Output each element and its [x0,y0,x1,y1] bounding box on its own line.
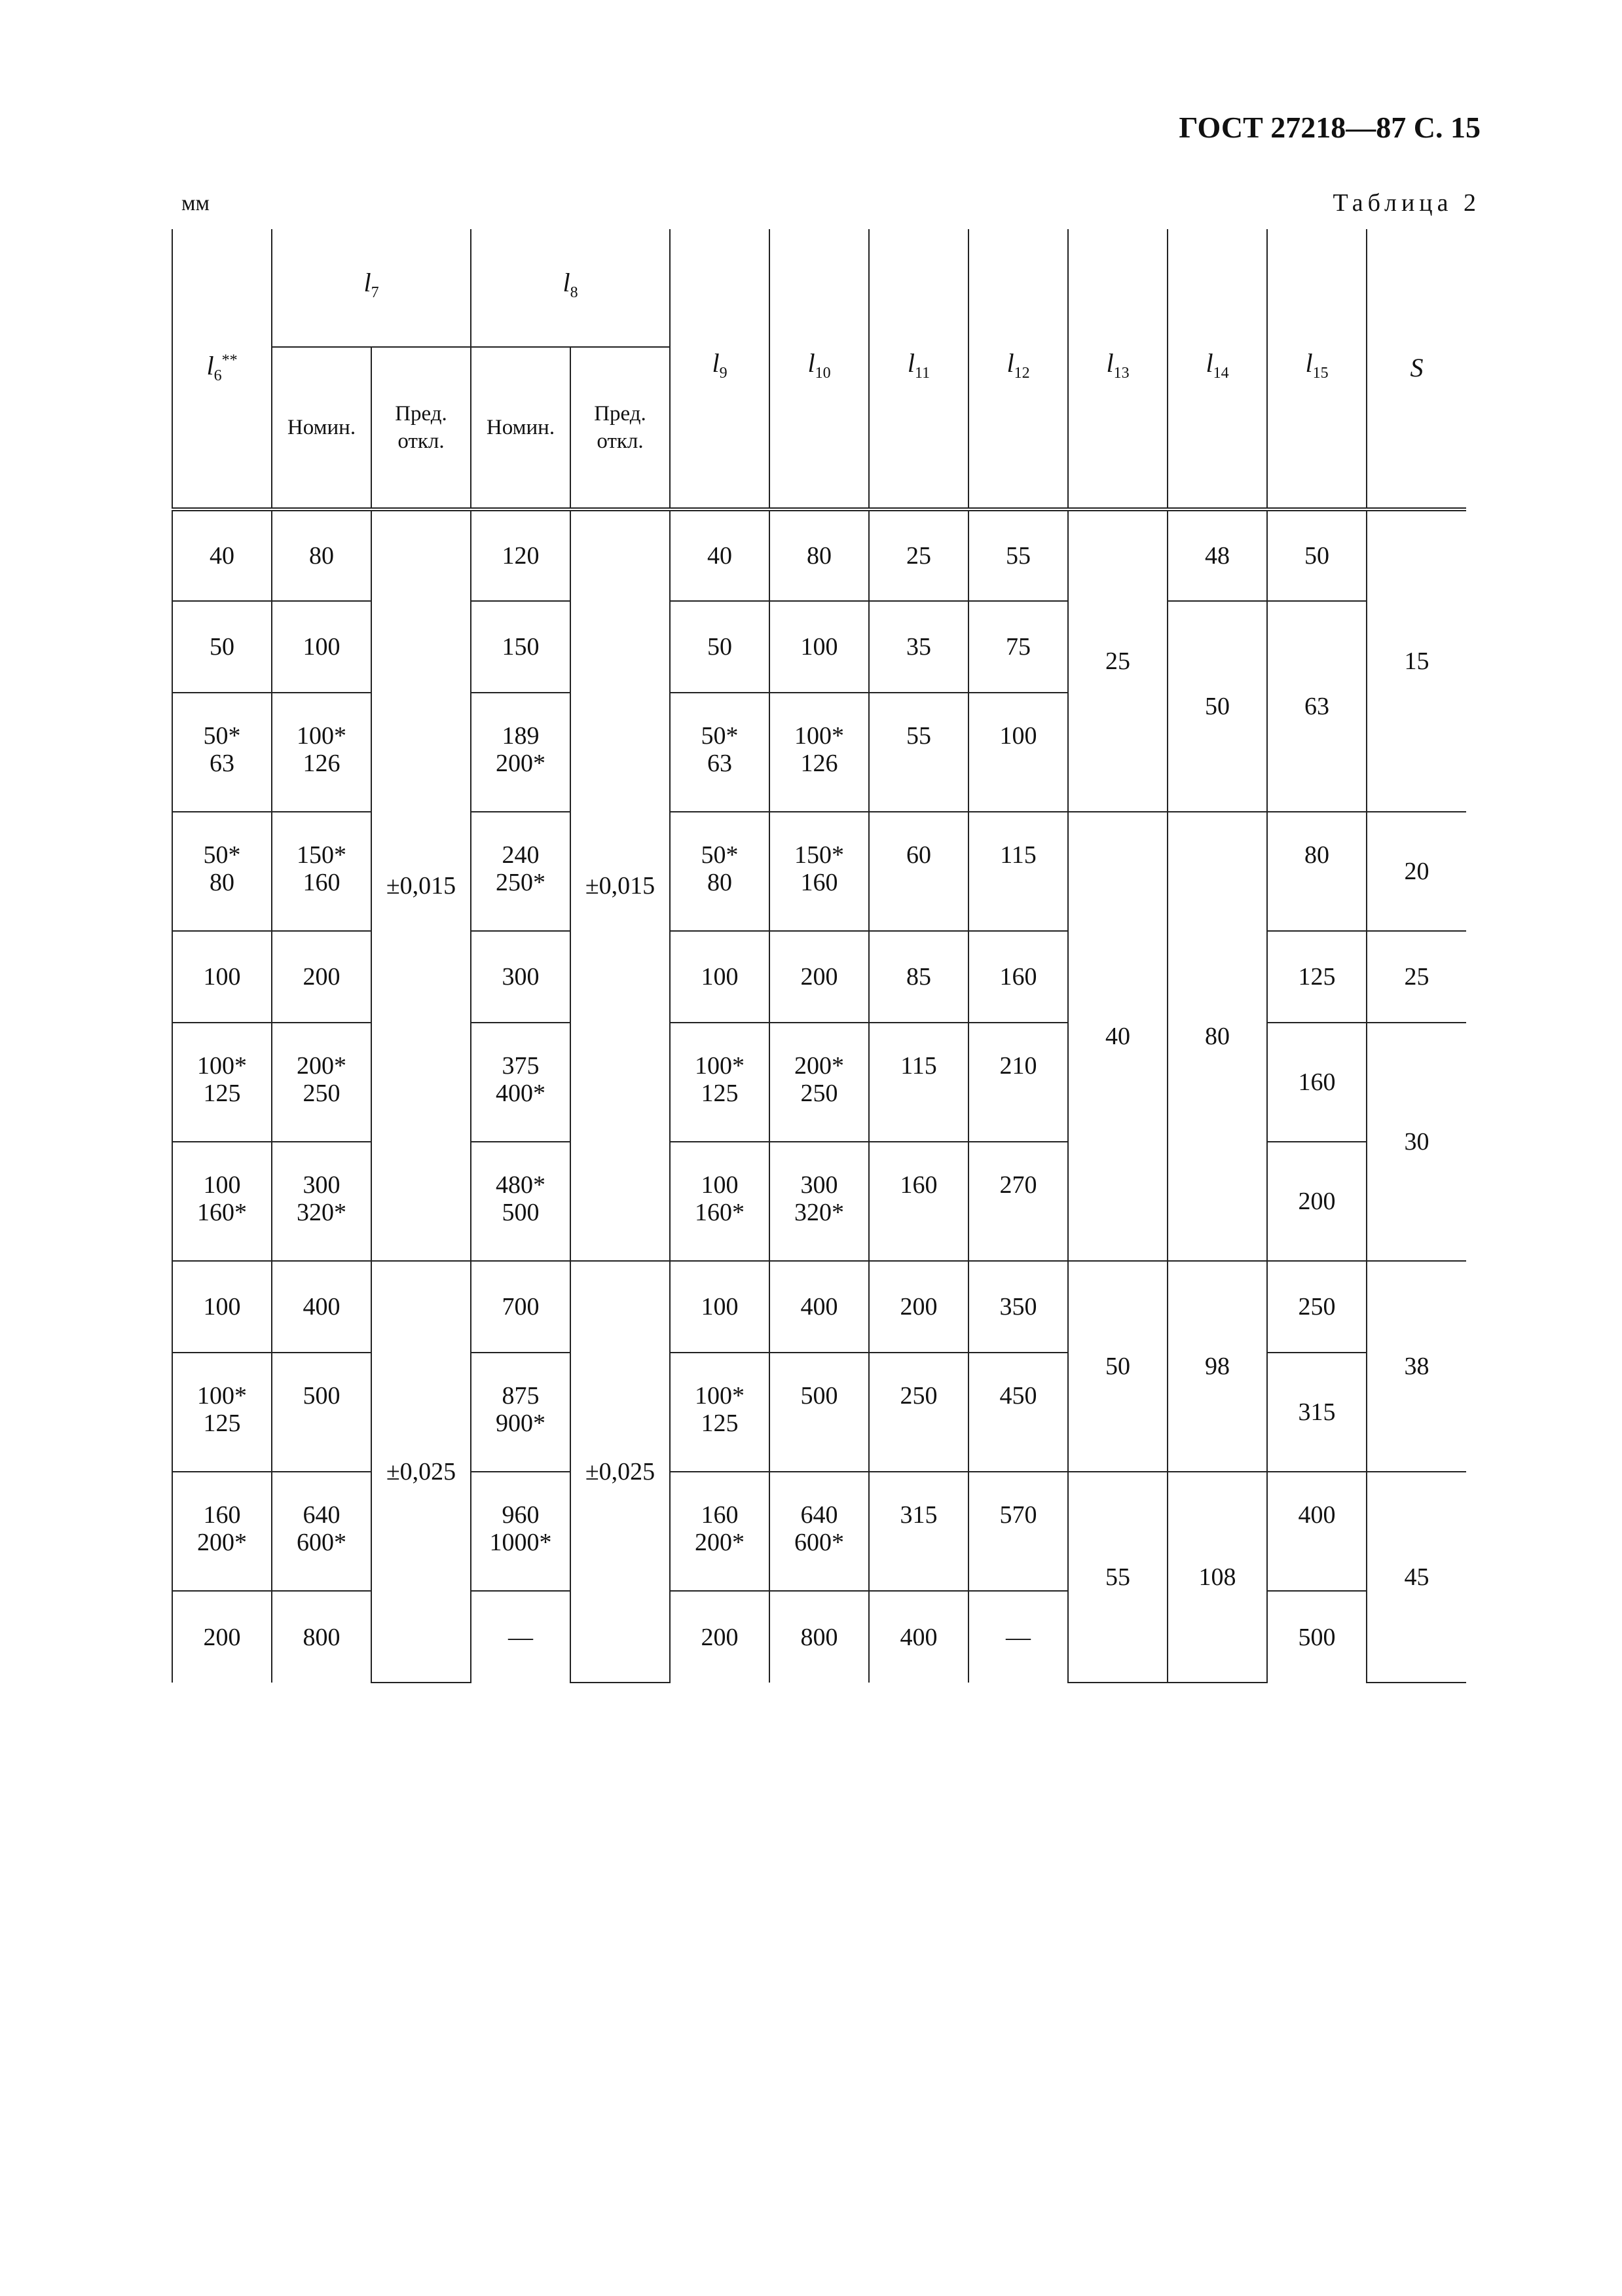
cell-l6: 50 [172,601,272,693]
cell-l12: 115 [968,812,1068,931]
cell-l13: 40 [1068,812,1168,1261]
table-row [172,509,1566,601]
header-l6: $l_6^{**}$ [172,229,272,509]
cell-l6: 100 [172,931,272,1023]
cell-l8-nom: 960 1000* [471,1472,570,1591]
cell-l12: 570 [968,1472,1068,1591]
cell-l9: 50 [670,601,769,693]
cell-l9: 40 [670,509,769,601]
cell-l10: 100* 126 [769,693,869,812]
cell-s: 38 [1367,1261,1466,1472]
cell-l7-nom: 100 [272,601,371,693]
cell-l14: 80 [1168,812,1267,1261]
cell-l12: 450 [968,1353,1068,1472]
cell-l7-nom: 200 [272,931,371,1023]
cell-l7-nom: 800 [272,1591,371,1683]
cell-l15: 500 [1267,1591,1367,1683]
cell-l12: 350 [968,1261,1068,1353]
cell-l15: 315 [1267,1353,1367,1472]
cell-l9: 50* 80 [670,812,769,931]
cell-l12: 75 [968,601,1068,693]
table-header [172,229,1566,509]
cell-l6: 100* 125 [172,1023,272,1142]
cell-l7-nom: 100* 126 [272,693,371,812]
cell-l12: — [968,1591,1068,1683]
cell-l6: 50* 80 [172,812,272,931]
cell-l13: 55 [1068,1472,1168,1683]
cell-l12: 55 [968,509,1068,601]
cell-l11: 315 [869,1472,968,1591]
cell-l7-nom: 150* 160 [272,812,371,931]
cell-l6: 50* 63 [172,693,272,812]
cell-l12: 210 [968,1023,1068,1142]
cell-l8-nom: 875 900* [471,1353,570,1472]
table-title: Таблица 2 [1333,189,1481,217]
cell-l8-nom: 700 [471,1261,570,1353]
cell-l9: 100 [670,1261,769,1353]
cell-l8-nom: — [471,1591,570,1683]
header-l10: $l_{10}$ [769,229,869,509]
cell-l9: 200 [670,1591,769,1683]
cell-l7-nom: 300 320* [272,1142,371,1261]
cell-l14: 48 [1168,509,1267,601]
cell-l8-tol: ±0,025 [570,1261,670,1683]
cell-l14: 108 [1168,1472,1267,1683]
cell-l7-tol: ±0,015 [371,509,471,1261]
cell-l6: 100* 125 [172,1353,272,1472]
cell-l8-nom: 120 [471,509,570,601]
table-row [172,1261,1566,1353]
cell-l11: 60 [869,812,968,931]
header-l8: $l_8$ [471,229,670,347]
dimensions-table [172,229,1566,1683]
cell-l11: 55 [869,693,968,812]
cell-l10: 640 600* [769,1472,869,1591]
header-l7: $l_7$ [272,229,471,347]
unit-label: мм [181,191,210,215]
header-l11: $l_{11}$ [869,229,968,509]
cell-l9: 100 160* [670,1142,769,1261]
cell-l10: 500 [769,1353,869,1472]
cell-l15: 125 [1267,931,1367,1023]
cell-l15: 400 [1267,1472,1367,1591]
cell-l12: 100 [968,693,1068,812]
cell-l14: 50 [1168,601,1267,812]
cell-l13: 25 [1068,509,1168,812]
cell-s: 45 [1367,1472,1466,1683]
cell-l11: 250 [869,1353,968,1472]
cell-l7-nom: 400 [272,1261,371,1353]
cell-l9: 100* 125 [670,1353,769,1472]
cell-l15: 160 [1267,1023,1367,1142]
cell-l8-nom: 240 250* [471,812,570,931]
cell-l9: 160 200* [670,1472,769,1591]
header-s: S [1367,229,1466,509]
cell-l10: 200* 250 [769,1023,869,1142]
cell-l6: 40 [172,509,272,601]
header-l8-nom: Номин. [471,347,570,509]
cell-l8-nom: 189 200* [471,693,570,812]
cell-l15: 50 [1267,509,1367,601]
header-l7-pred: Пред. откл. [371,347,471,509]
cell-l10: 800 [769,1591,869,1683]
cell-l11: 85 [869,931,968,1023]
cell-s: 20 [1367,812,1466,931]
cell-l9: 100* 125 [670,1023,769,1142]
cell-l6: 160 200* [172,1472,272,1591]
page-header: ГОСТ 27218—87 С. 15 [1179,111,1481,144]
cell-l10: 300 320* [769,1142,869,1261]
header-l7-nom: Номин. [272,347,371,509]
cell-l15: 80 [1267,812,1367,931]
cell-l8-nom: 480* 500 [471,1142,570,1261]
cell-l7-nom: 640 600* [272,1472,371,1591]
cell-l6: 200 [172,1591,272,1683]
cell-l11: 160 [869,1142,968,1261]
cell-l10: 400 [769,1261,869,1353]
cell-l10: 80 [769,509,869,601]
cell-l11: 25 [869,509,968,601]
cell-l7-tol: ±0,025 [371,1261,471,1683]
table-body [172,509,1566,1683]
cell-l8-nom: 375 400* [471,1023,570,1142]
cell-l13: 50 [1068,1261,1168,1472]
cell-l8-nom: 150 [471,601,570,693]
cell-s: 15 [1367,509,1466,812]
header-l14: $l_{14}$ [1168,229,1267,509]
cell-l11: 400 [869,1591,968,1683]
header-l8-pred: Пред. откл. [570,347,670,509]
cell-l11: 35 [869,601,968,693]
cell-l15: 63 [1267,601,1367,812]
cell-l14: 98 [1168,1261,1267,1472]
cell-l11: 115 [869,1023,968,1142]
cell-l8-nom: 300 [471,931,570,1023]
header-l9: $l_9$ [670,229,769,509]
header-l12: $l_{12}$ [968,229,1068,509]
cell-l8-tol: ±0,015 [570,509,670,1261]
cell-s: 25 [1367,931,1466,1023]
header-l15: $l_{15}$ [1267,229,1367,509]
cell-l7-nom: 200* 250 [272,1023,371,1142]
cell-l7-nom: 500 [272,1353,371,1472]
cell-l15: 200 [1267,1142,1367,1261]
cell-l15: 250 [1267,1261,1367,1353]
cell-l9: 50* 63 [670,693,769,812]
cell-s: 30 [1367,1023,1466,1261]
header-l13: $l_{13}$ [1068,229,1168,509]
cell-l6: 100 [172,1261,272,1353]
cell-l10: 100 [769,601,869,693]
cell-l9: 100 [670,931,769,1023]
cell-l10: 150* 160 [769,812,869,931]
cell-l10: 200 [769,931,869,1023]
cell-l7-nom: 80 [272,509,371,601]
cell-l6: 100 160* [172,1142,272,1261]
cell-l12: 270 [968,1142,1068,1261]
cell-l12: 160 [968,931,1068,1023]
cell-l11: 200 [869,1261,968,1353]
